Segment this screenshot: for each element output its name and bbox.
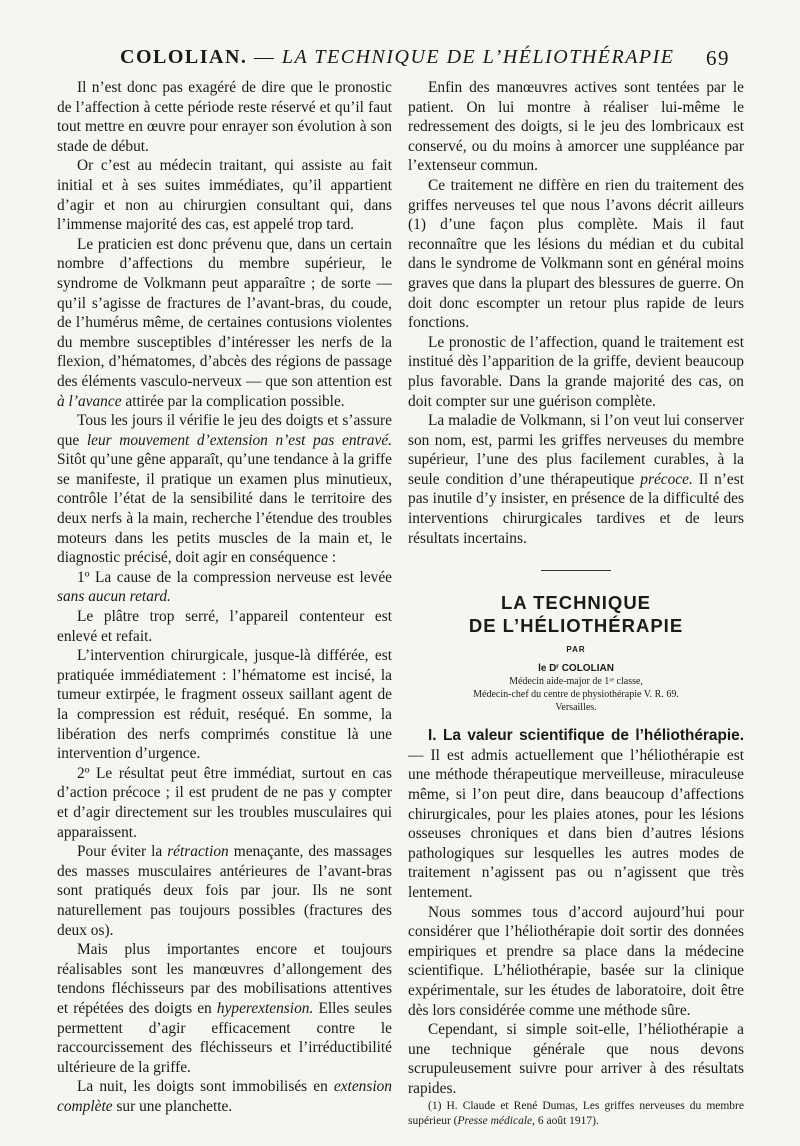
paragraph: Le praticien est donc prévenu que, dans un certain nombre d’affections du membre supérieur, le syndrome de Volkmann peut apparaître ; de sorte — qu’il s’agisse de fractures de l’avant-bras, du coude, de l’humérus même, de certaines contusions violentes du membre susceptibles d’intéresser les nerfs de la flexion, d’hématomes, d’abcès des régions de passage des éléments vasculo-nerveux — que son attention est à l’avance attirée par la complication possible. (57, 235, 392, 410)
section-heading: I. La valeur scientifique de l’héliothérapie. (428, 727, 744, 745)
paragraph: Nous sommes tous d’accord aujourd’hui pour considérer que l’héliothérapie doit sortir des données empiriques et prendre sa place dans la médecine scientifique. L’héliothérapie, basée sur la clinique expérimentale, sur les études de laboratoire, doit être dès lors considérée comme une méthode sûre. (408, 903, 744, 1019)
running-head-title: LA TECHNIQUE DE L’HÉLIOTHÉRAPIE (281, 46, 675, 68)
paragraph: Mais plus importantes encore et toujours réalisables sont les manœuvres d’allongement des tendons fléchisseurs par des mobilisations attentives et répétées des doigts en hyperextension. Elles seules permettent d’agir efficacement contre le raccourcissement des fléchisseurs et l’irréductibilité ultérieure de la griffe. (57, 941, 392, 1076)
paragraph: Pour éviter la rétraction menaçante, des massages des masses musculaires antérieures de l’avant-bras sont pratiqués deux fois par jour. Ils ne sont naturellement pas toujours possibles (fractures des deux os). (57, 843, 392, 939)
paragraph: Cependant, si simple soit-elle, l’héliothérapie a une technique générale que nous devons scrupuleusement suivre pour arriver à des résultats rapides. (408, 1021, 744, 1097)
running-head-dash: — (253, 46, 276, 68)
article-byline (408, 643, 744, 714)
byline-par: PAR (566, 645, 586, 655)
byline-affiliation: Médecin-chef du centre de physiothérapie V. R. 69. (473, 689, 679, 701)
byline-affiliation: Médecin aide-major de 1ʳᵉ classe, (509, 676, 643, 688)
paragraph: 2º Le résultat peut être immédiat, surtout en cas d’action précoce ; il est prudent de ne pas y compter et d’agir directement sur les troubles musculaires qui apparaissent. (57, 764, 392, 841)
paragraph: 1º La cause de la compression nerveuse est levée sans aucun retard. (57, 568, 392, 606)
paragraph: Ce traitement ne diffère en rien du traitement des griffes nerveuses tel que nous l’avons décrit ailleurs (1) d’une façon plus complète. Mais il faut reconnaître que les lésions du médian et du cubital dans le syndrome de Volkmann sont en général moins graves que dans la plupart des blessures de guerre. On doit donc escompter un retour plus rapide de leurs fonctions. (408, 176, 744, 332)
paragraph: Enfin des manœuvres actives sont tentées par le patient. On lui montre à réaliser lui-même le redressement des doigts, si le jeu des lombricaux est conservé, ou du moins à amorcer une suppléance par l’extenseur commun. (408, 79, 744, 175)
running-head-author: COLOLIAN. (120, 46, 248, 68)
paragraph: Tous les jours il vérifie le jeu des doigts et s’assure que leur mouvement d’extension n’est pas entravé. Sitôt qu’une gêne apparaît, qu’une tendance à la griffe se manifeste, il pratique un examen plus minutieux, contrôle l’état de la sensibilité dans le territoire des deux nerfs à la main, recherche l’étendue des troubles moteurs dans les petits muscles de la main et, le diagnostic précisé, doit agir en conséquence : (57, 412, 392, 567)
paragraph: L’intervention chirurgicale, jusque-là différée, est pratiquée immédiatement : l’hématome est incisé, la tumeur extirpée, le fragment osseux saillant agent de la compression est réduit, reséqué. En somme, la libération des nerfs comprimés constitue là une intervention d’urgence. (57, 647, 392, 763)
paragraph: I. La valeur scientifique de l’héliothérapie. — Il est admis actuellement que l’héliothérapie est une méthode thérapeutique merveilleuse, miraculeuse même, si l’on peut dire, dans beaucoup d’affections chirurgicales, pour les plaies atones, pour les lésions osseuses chroniques et dans bien d’autres lésions pathologiques sur lesquelles les autres modes de traitement n’agissent pas ou n’agissent que très lentement. (408, 727, 744, 901)
left-column (57, 78, 392, 1116)
footnote: (1) H. Claude et René Dumas, Les griffes nerveuses du membre supérieur (Presse médicale, 6 août 1917). (408, 1099, 744, 1127)
paragraph: Il n’est donc pas exagéré de dire que le pronostic de l’affection à cette période reste réservé et qu’il faut tout mettre en œuvre pour enrayer son évolution à son stade de début. (57, 79, 392, 155)
page-number: 69 (706, 46, 730, 70)
article-title: LA TECHNIQUE DE L’HÉLIOTHÉRAPIE (468, 592, 684, 637)
paragraph: Le plâtre trop serré, l’appareil contenteur est enlevé et refait. (57, 608, 392, 645)
paragraph: Le pronostic de l’affection, quand le traitement est institué dès l’apparition de la griffe, devient beaucoup plus favorable. Dans la grande majorité des cas, on doit compter sur une guérison complète. (408, 333, 744, 410)
right-column (408, 78, 744, 1129)
section-divider (541, 570, 611, 571)
paragraph: La maladie de Volkmann, si l’on veut lui conserver son nom, est, parmi les griffes nerveuses du membre supérieur, l’une des plus facilement curables, à la seule condition d’une thérapeutique précoce. Il n’est pas inutile d’y insister, en présence de la difficulté des interventions chirurgicales tardives et de leurs résultats incertains. (408, 412, 744, 547)
byline-author: le Dʳ COLOLIAN (538, 663, 614, 675)
running-head (120, 46, 730, 76)
paragraph: Or c’est au médecin traitant, qui assiste au fait initial et à ses suites immédiates, qu’il appartient d’agir et non au chirurgien consultant qui, dans l’immense majorité des cas, est appelé trop tard. (57, 157, 392, 234)
byline-affiliation: Versailles. (555, 702, 597, 714)
paragraph: La nuit, les doigts sont immobilisés en extension complète sur une planchette. (57, 1078, 392, 1115)
